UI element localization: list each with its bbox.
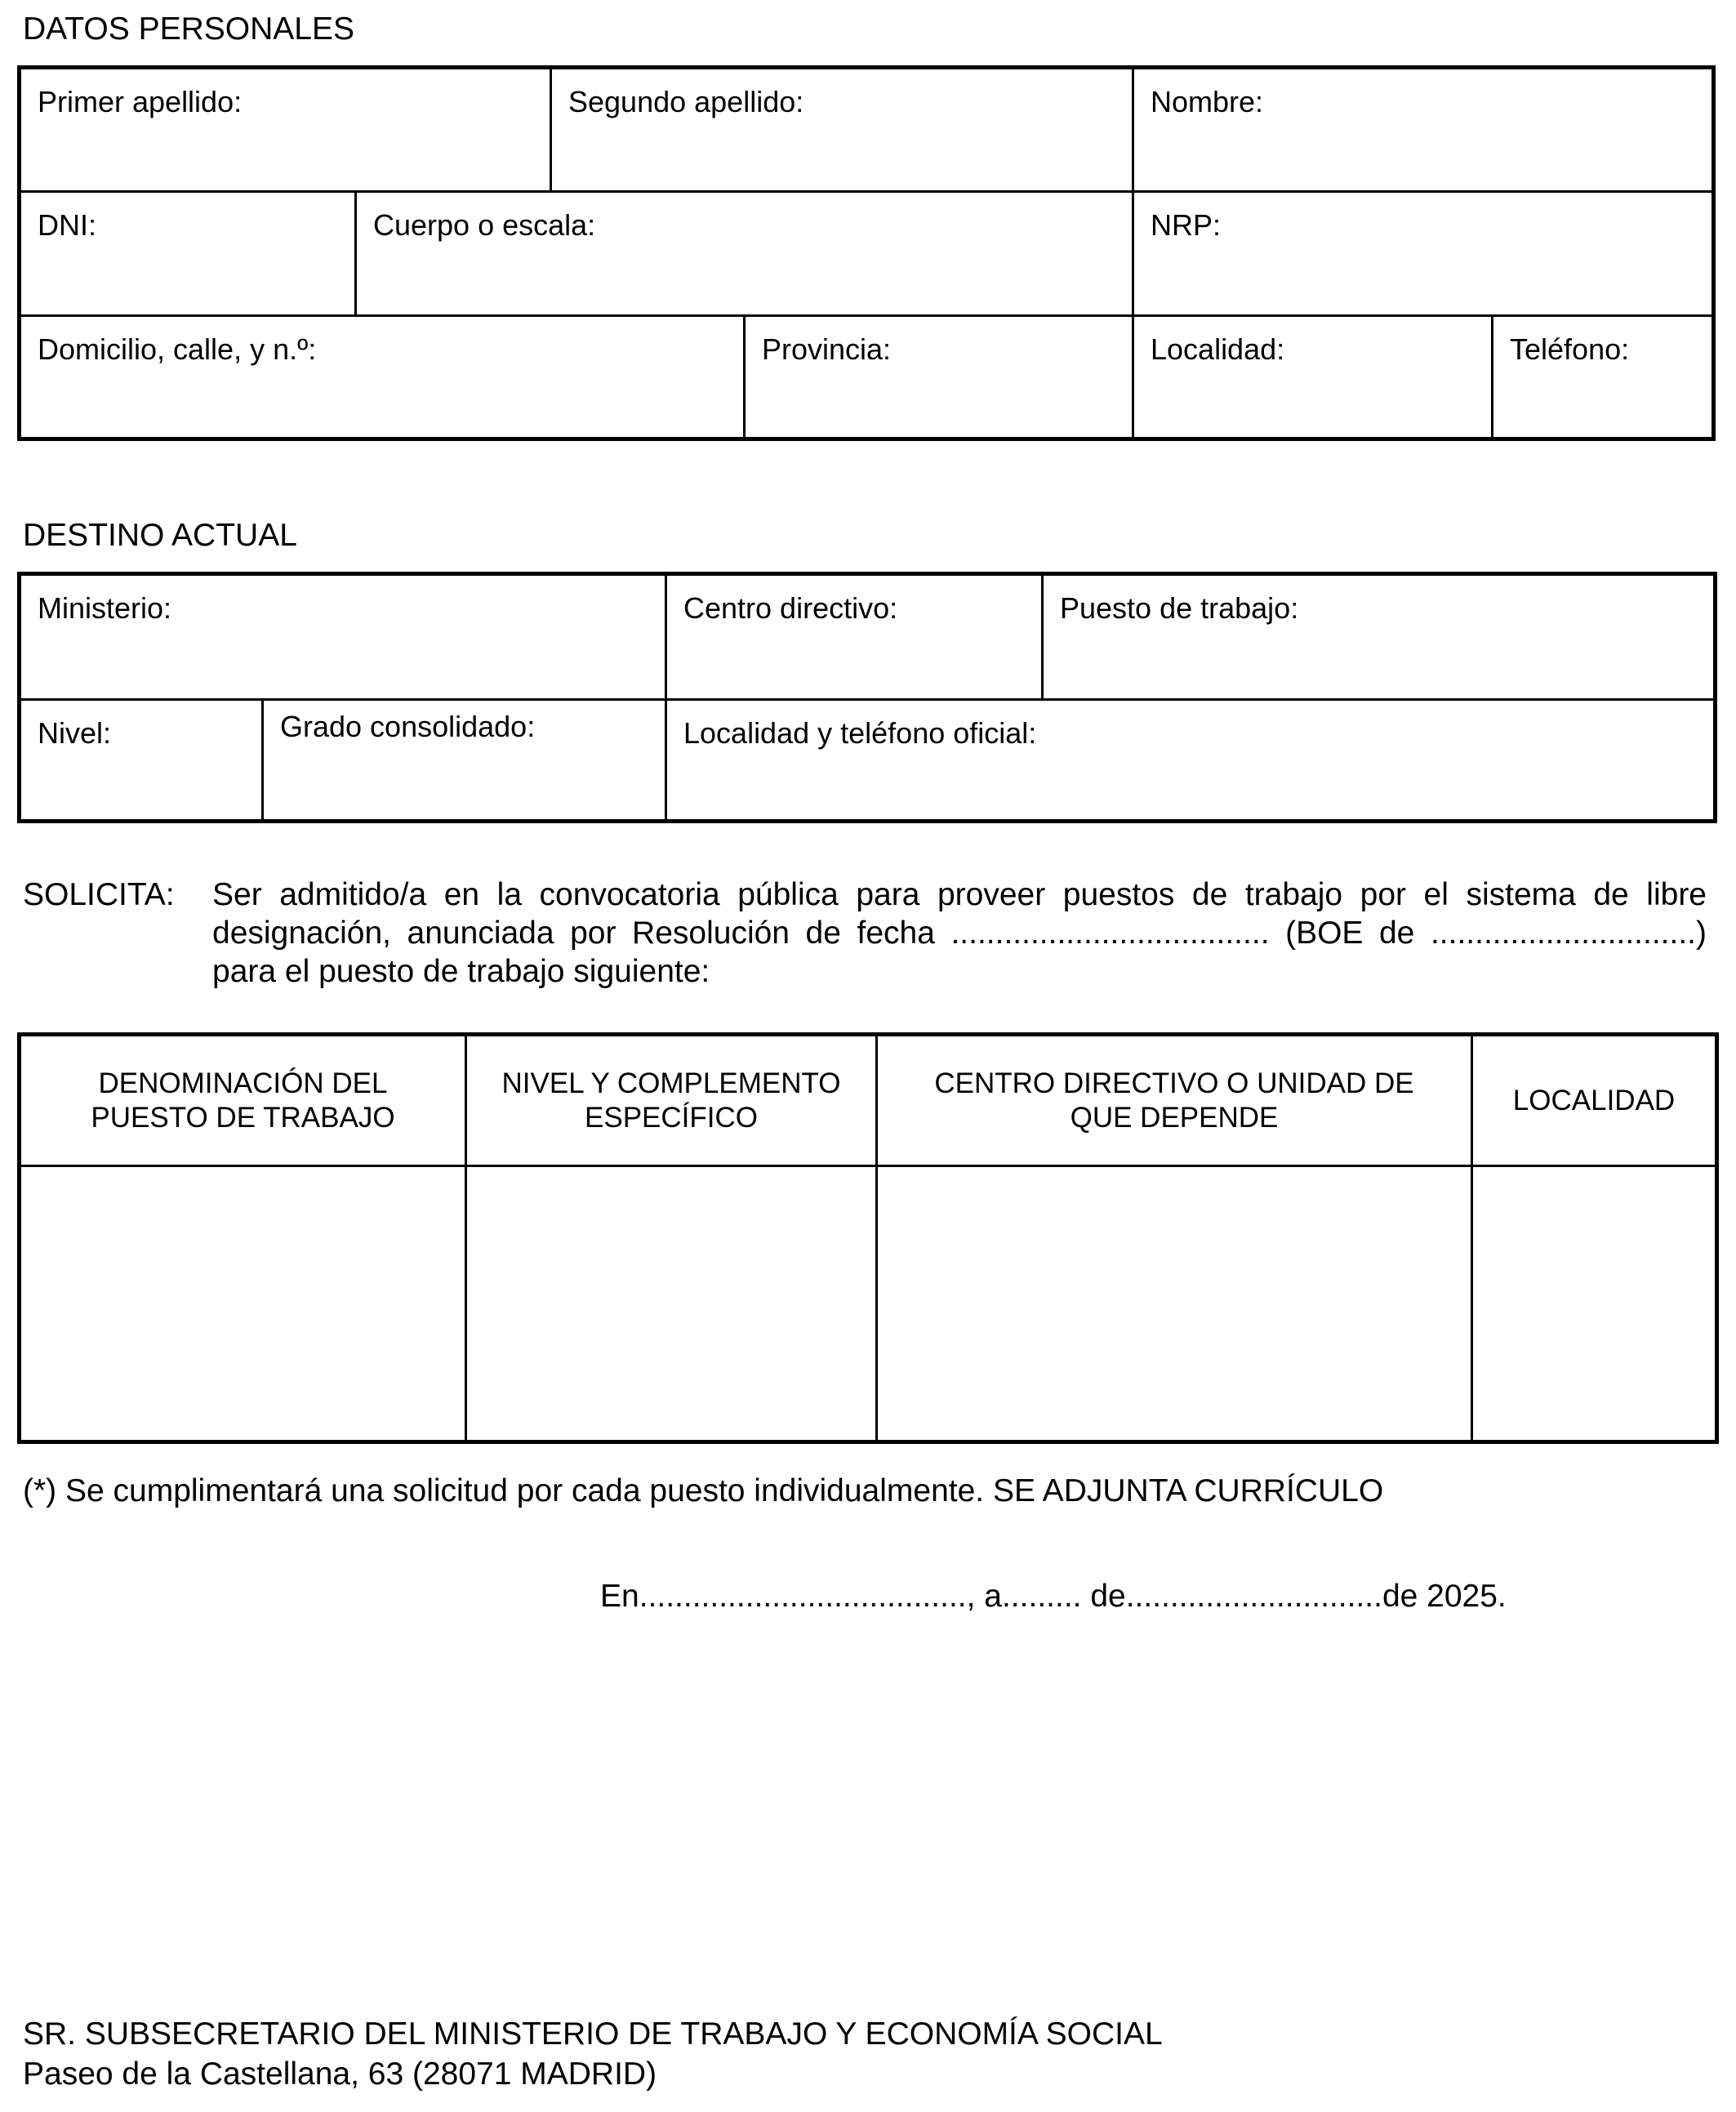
table-cell-denominacion[interactable] — [21, 1167, 465, 1440]
header-line: ESPECÍFICO — [585, 1101, 758, 1134]
field-label: Ministerio: — [38, 591, 172, 625]
field-label: NRP: — [1151, 208, 1222, 242]
field-label: Grado consolidado: — [280, 710, 536, 743]
table-cell-centro-directivo[interactable] — [878, 1167, 1471, 1440]
header-line: DENOMINACIÓN DEL — [98, 1067, 388, 1099]
table-header-localidad — [1473, 1036, 1715, 1165]
table-header-denominacion — [21, 1036, 465, 1165]
field-label: Centro directivo: — [683, 591, 898, 625]
header-line: PUESTO DE TRABAJO — [91, 1101, 395, 1134]
provincia-field[interactable] — [746, 317, 1132, 437]
section-title-destino-actual: DESTINO ACTUAL — [23, 518, 297, 553]
date-line: En....................................., a......... de.............................de 2025. — [600, 1579, 1507, 1614]
solicita-line-1: Ser admitido/a en la convocatoria pública para proveer puestos de trabajo por el sistema de libre — [212, 877, 1707, 912]
primer-apellido-field[interactable] — [21, 69, 550, 190]
field-label: Localidad y teléfono oficial: — [683, 716, 1037, 750]
field-label: Localidad: — [1151, 332, 1285, 366]
field-label: Cuerpo o escala: — [373, 208, 596, 242]
nivel-field[interactable] — [21, 701, 261, 822]
field-label: Provincia: — [762, 332, 892, 366]
field-label: Puesto de trabajo: — [1060, 591, 1299, 625]
localidad-field[interactable] — [1134, 317, 1491, 437]
header-line: LOCALIDAD — [1512, 1084, 1676, 1116]
addressee-line-2: Paseo de la Castellana, 63 (28071 MADRID) — [23, 2056, 657, 2092]
centro-directivo-field[interactable] — [667, 576, 1041, 698]
cuerpo-escala-field[interactable] — [357, 193, 1132, 314]
solicita-line-2: designación, anunciada por Resolución de fecha .................................... (BOE de ..............................) — [212, 916, 1707, 951]
solicita-label: SOLICITA: — [23, 877, 175, 912]
datos-personales-form — [17, 65, 1716, 441]
field-label: Domicilio, calle, y n.º: — [38, 332, 317, 366]
footnote: (*) Se cumplimentará una solicitud por cada puesto individualmente. SE ADJUNTA CURRÍCULO — [23, 1473, 1384, 1508]
header-line: CENTRO DIRECTIVO O UNIDAD DE — [934, 1067, 1414, 1099]
localidad-telefono-oficial-field[interactable] — [667, 701, 1713, 822]
grado-consolidado-field[interactable] — [264, 701, 665, 822]
field-label: DNI: — [38, 208, 96, 242]
field-label: Segundo apellido: — [568, 85, 804, 118]
field-label: Teléfono: — [1510, 332, 1630, 366]
field-label: Nivel: — [38, 716, 112, 750]
nombre-field[interactable] — [1134, 69, 1712, 190]
field-label: Primer apellido: — [38, 85, 243, 118]
header-line: QUE DEPENDE — [1070, 1101, 1279, 1134]
telefono-field[interactable] — [1493, 317, 1712, 437]
solicita-line-3: para el puesto de trabajo siguiente: — [212, 954, 710, 989]
addressee-line-1: SR. SUBSECRETARIO DEL MINISTERIO DE TRABAJO Y ECONOMÍA SOCIAL — [23, 2016, 1163, 2052]
table-cell-nivel-complemento[interactable] — [467, 1167, 875, 1440]
table-header-nivel-complemento — [467, 1036, 875, 1165]
nrp-field[interactable] — [1134, 193, 1712, 314]
segundo-apellido-field[interactable] — [552, 69, 1132, 190]
domicilio-field[interactable] — [21, 317, 743, 437]
table-cell-localidad[interactable] — [1473, 1167, 1715, 1440]
table-header-centro-directivo — [878, 1036, 1471, 1165]
header-line: NIVEL Y COMPLEMENTO — [501, 1067, 841, 1099]
section-title-datos-personales: DATOS PERSONALES — [23, 11, 355, 47]
puesto-table — [17, 1032, 1719, 1444]
ministerio-field[interactable] — [21, 576, 665, 698]
destino-actual-form — [17, 572, 1717, 823]
field-label: Nombre: — [1151, 85, 1264, 118]
dni-field[interactable] — [21, 193, 354, 314]
puesto-trabajo-field[interactable] — [1044, 576, 1713, 698]
